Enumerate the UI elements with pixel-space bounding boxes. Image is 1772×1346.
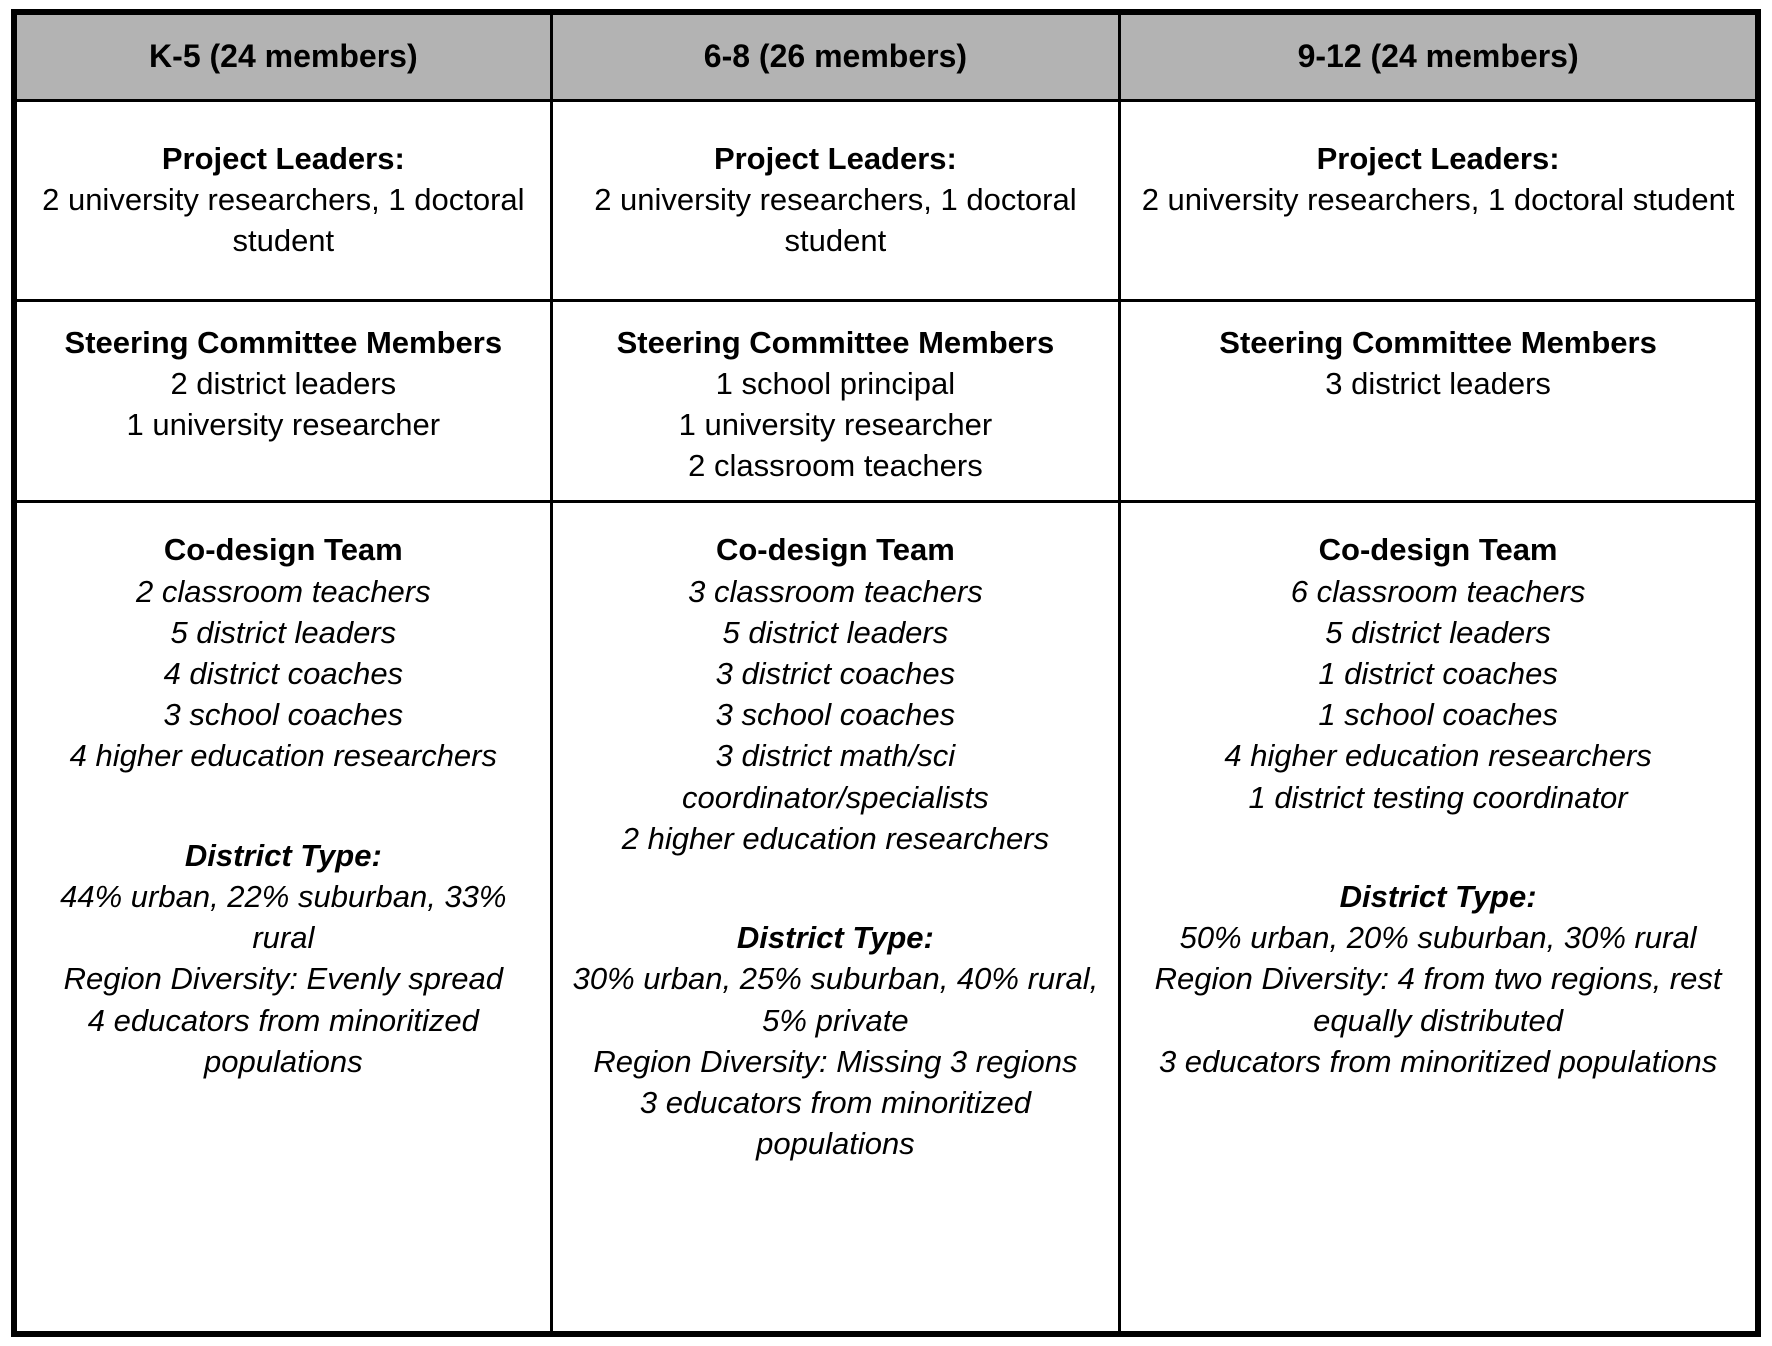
codesign-member-line: 4 district coaches [163, 656, 404, 692]
district-type-line: 30% urban, 25% suburban, 40% rural, 5% private [572, 961, 1099, 1038]
district-type-title: District Type: [736, 920, 934, 956]
steering-committee-line: 1 university researcher [678, 406, 993, 442]
project-leaders-title: Project Leaders: [1316, 140, 1560, 176]
codesign-team-cell-9-12 [1120, 502, 1758, 1334]
steering-committee-title: Steering Committee Members [1219, 324, 1657, 360]
column-header-9-12: 9-12 (24 members) [1120, 12, 1758, 100]
codesign-member-line: 1 district coaches [1318, 656, 1558, 692]
district-type-line: 3 educators from minoritized populations [1158, 1043, 1718, 1079]
codesign-member-line: 3 classroom teachers [688, 573, 983, 609]
steering-committee-cell-9-12 [1120, 300, 1758, 502]
district-type-title: District Type: [184, 837, 382, 873]
district-type-line: 44% urban, 22% suburban, 33% rural [60, 878, 507, 956]
steering-committee-line: 2 district leaders [170, 365, 397, 401]
steering-committee-row [14, 300, 1758, 502]
codesign-member-line: 3 school coaches [715, 697, 956, 733]
codesign-member-line: 4 higher education researchers [69, 738, 497, 774]
project-leaders-row [14, 100, 1758, 300]
district-type-line: Region Diversity: Evenly spread [63, 961, 503, 997]
codesign-team-cell-k5 [14, 502, 551, 1334]
codesign-member-line: 3 district math/sci coordinator/specialists [682, 738, 989, 815]
district-type-line: Region Diversity: 4 from two regions, rest equally distributed [1154, 961, 1722, 1038]
steering-committee-line: 3 district leaders [1325, 365, 1551, 401]
project-leaders-text: 2 university researchers, 1 doctoral student [594, 181, 1077, 258]
district-type-line: 3 educators from minoritized populations [639, 1085, 1031, 1162]
district-type-line: 50% urban, 20% suburban, 30% rural [1179, 920, 1697, 956]
codesign-member-line: 2 higher education researchers [621, 820, 1050, 856]
district-type-line: Region Diversity: Missing 3 regions [593, 1043, 1078, 1079]
steering-committee-title: Steering Committee Members [616, 324, 1055, 360]
codesign-member-line: 1 district testing coordinator [1248, 779, 1628, 815]
codesign-member-line: 3 district coaches [715, 656, 956, 692]
project-leaders-title: Project Leaders: [713, 140, 957, 176]
table-header-row [14, 12, 1758, 100]
codesign-team-title: Co-design Team [715, 532, 955, 568]
steering-committee-cell-k5 [14, 300, 551, 502]
codesign-member-line: 3 school coaches [163, 697, 404, 733]
codesign-member-line: 1 school coaches [1318, 697, 1558, 733]
project-leaders-title: Project Leaders: [161, 140, 405, 176]
codesign-member-line: 4 higher education researchers [1224, 738, 1652, 774]
column-header-k5: K-5 (24 members) [14, 12, 551, 100]
codesign-member-line: 5 district leaders [722, 614, 949, 650]
codesign-team-row [14, 502, 1758, 1334]
project-leaders-text: 2 university researchers, 1 doctoral student [42, 181, 525, 258]
codesign-member-line: 6 classroom teachers [1290, 573, 1586, 609]
project-leaders-cell-6-8 [551, 100, 1120, 300]
district-type-title: District Type: [1339, 878, 1537, 914]
project-leaders-cell-9-12 [1120, 100, 1758, 300]
steering-committee-line: 1 school principal [715, 365, 956, 401]
column-header-6-8: 6-8 (26 members) [551, 12, 1120, 100]
codesign-member-line: 2 classroom teachers [136, 573, 431, 609]
codesign-team-title: Co-design Team [163, 532, 403, 568]
codesign-team-title: Co-design Team [1318, 532, 1558, 568]
codesign-member-line: 5 district leaders [170, 614, 397, 650]
project-leaders-text: 2 university researchers, 1 doctoral student [1141, 181, 1735, 217]
codesign-member-line: 5 district leaders [1325, 614, 1551, 650]
steering-committee-line: 2 classroom teachers [688, 448, 983, 484]
steering-committee-cell-6-8 [551, 300, 1120, 502]
codesign-team-cell-6-8 [551, 502, 1120, 1334]
project-leaders-cell-k5 [14, 100, 551, 300]
district-type-line: 4 educators from minoritized populations [87, 1002, 479, 1079]
steering-committee-title: Steering Committee Members [64, 324, 503, 360]
codesign-team-table [11, 9, 1761, 1337]
steering-committee-line: 1 university researcher [126, 406, 441, 442]
